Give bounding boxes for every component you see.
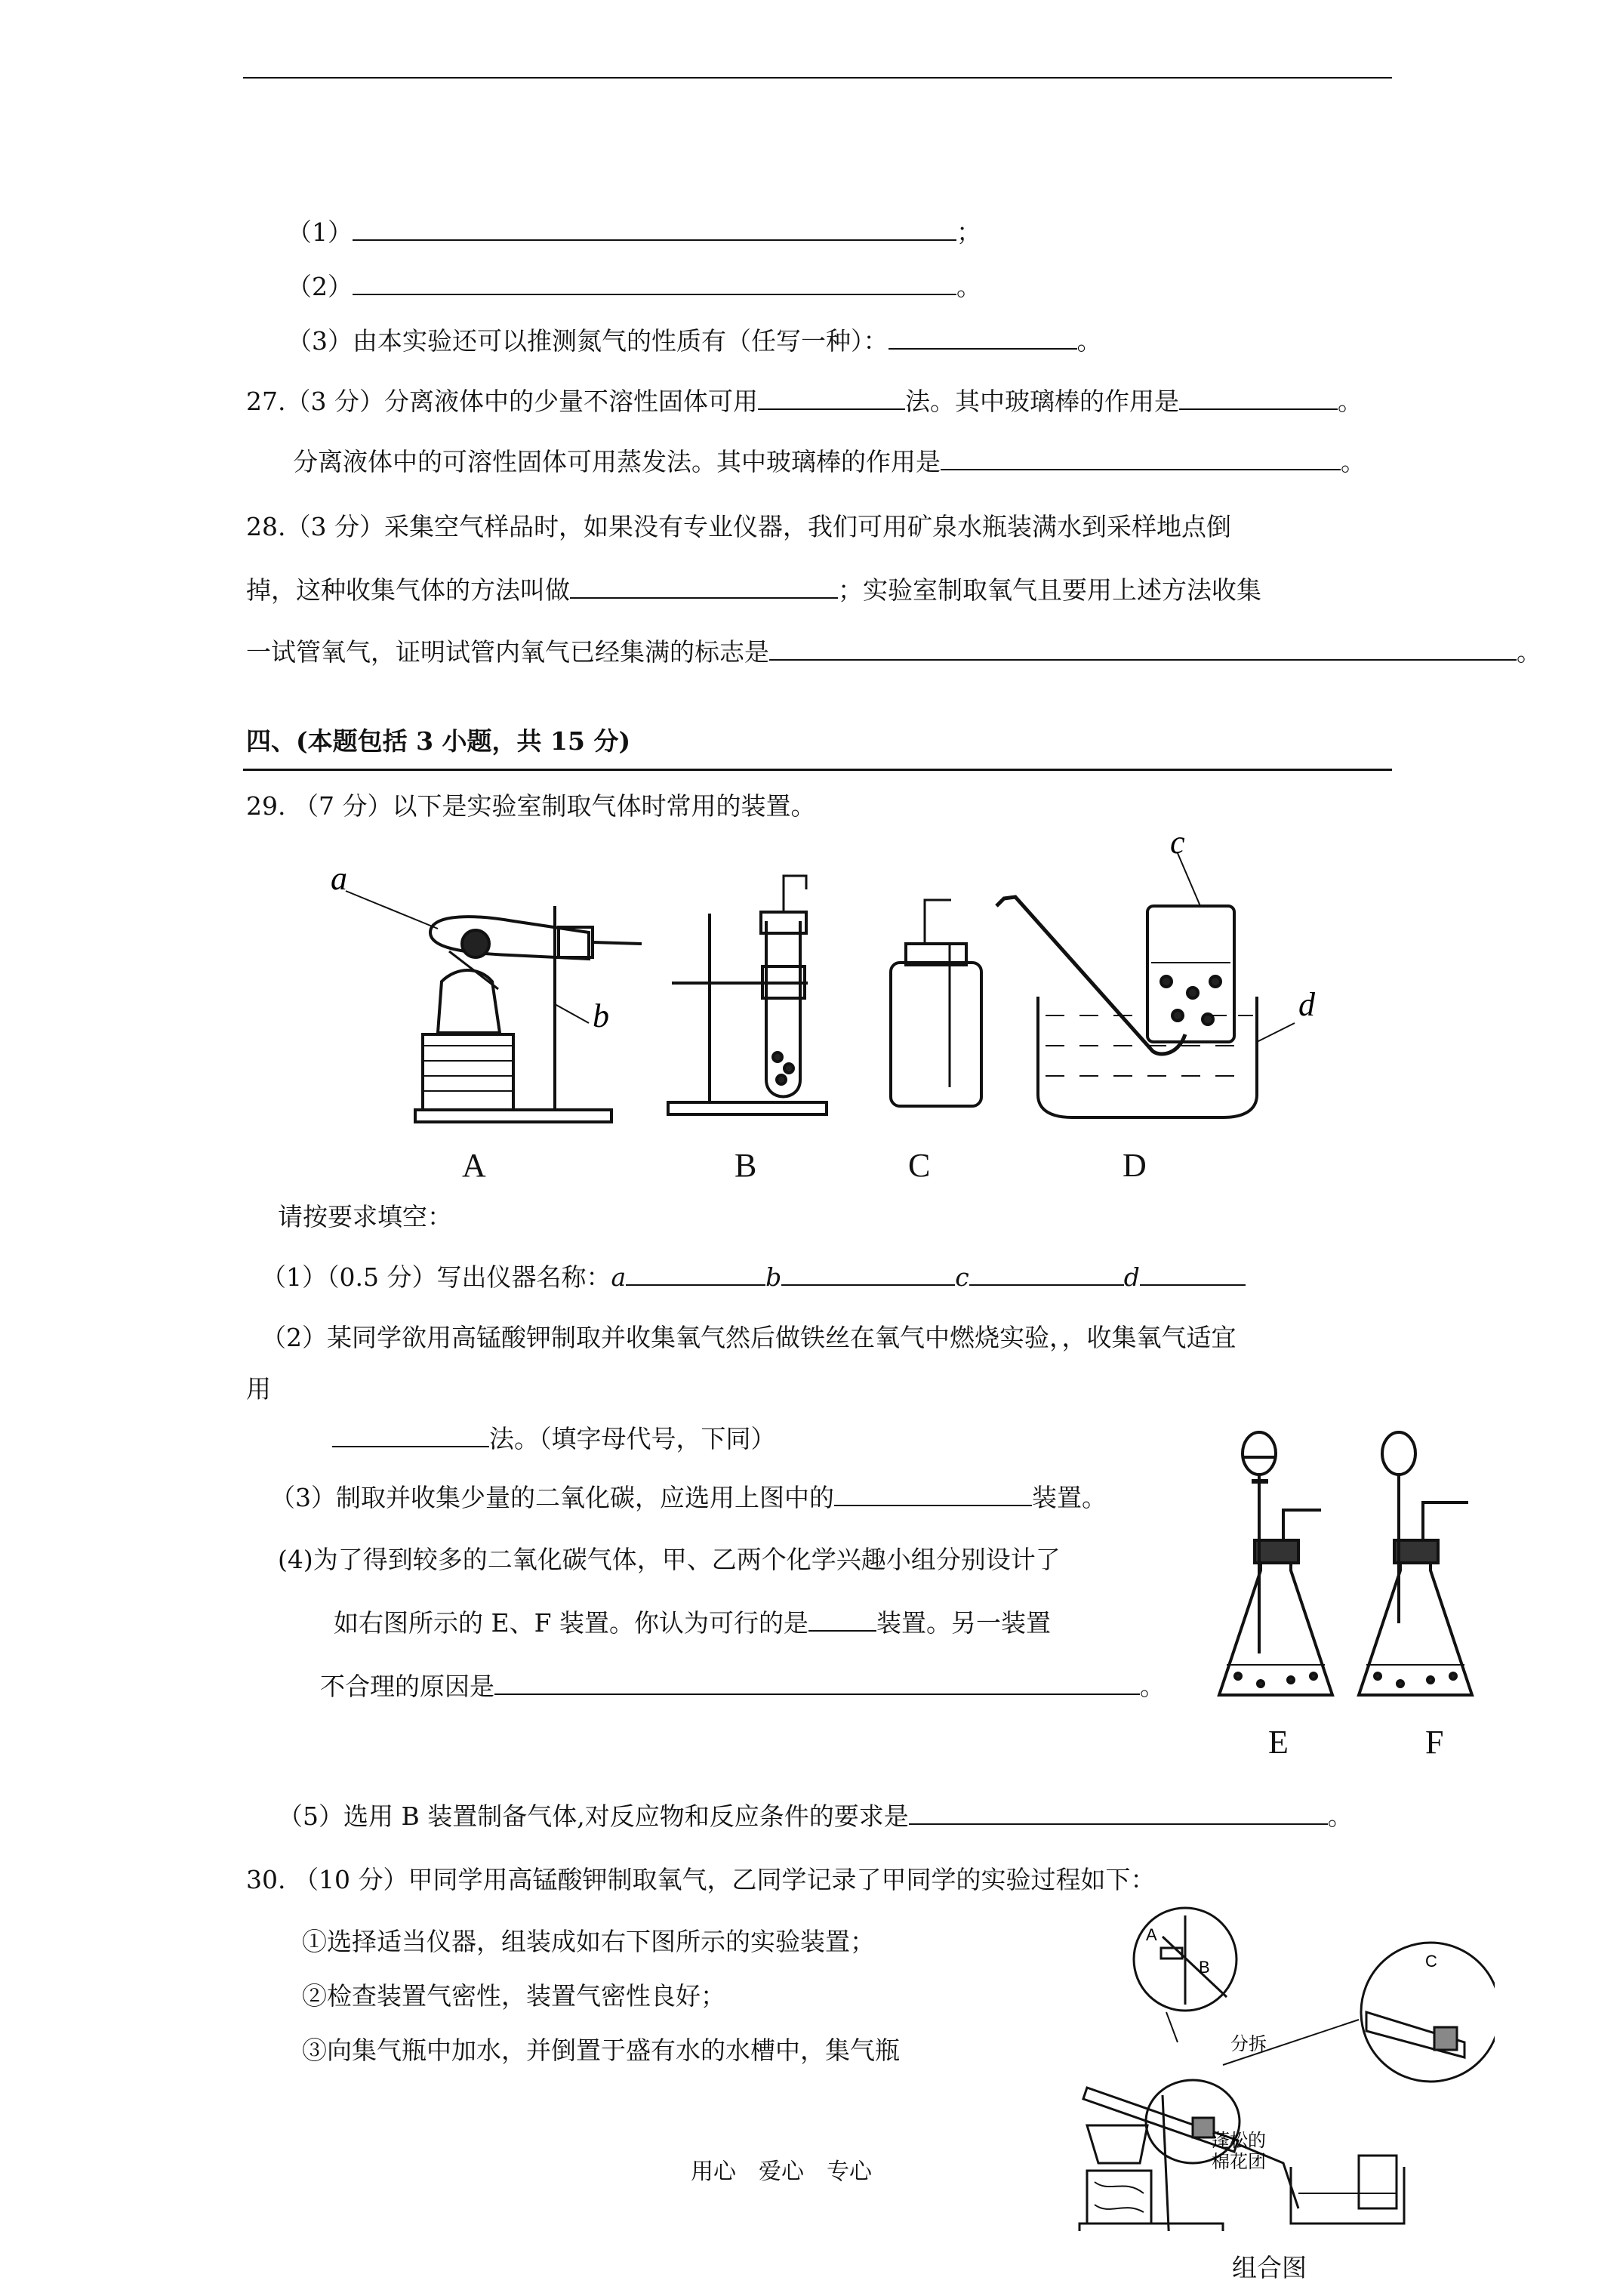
figure-caption: 组合图 [1232,2253,1307,2282]
answer-blank[interactable] [909,1801,1328,1825]
page-footer: 用心 爱心 专心 [691,2159,872,2185]
apparatus-c [891,900,981,1106]
apparatus-label-b: B [735,1147,757,1184]
fig-label-a: A [1146,1925,1157,1944]
answer-blank[interactable] [769,636,1517,661]
flask-figure [1208,1427,1495,1714]
fig-label-b: B [1199,1958,1210,1977]
answer-blank[interactable] [834,1482,1032,1506]
q28-line-1: 28.（3 分）采集空气样品时，如果没有专业仪器，我们可用矿泉水瓶装满水到采样地点倒 [246,512,1231,541]
q30-step-1: ①选择适当仪器，组装成如右下图所示的实验装置； [302,1927,875,1956]
q30-intro: 30. （10 分）甲同学用高锰酸钾制取氧气，乙同学记录了甲同学的实验过程如下： [246,1865,1156,1894]
q28-line-3: 一试管氧气，证明试管内氧气已经集满的标志是 。 [246,637,1541,667]
q29-sub-2-line-1: （2）某同学欲用高锰酸钾制取并收集氧气然后做铁丝在氧气中燃烧实验，，收集氧气适宜 [261,1323,1236,1352]
answer-blank[interactable] [969,1262,1124,1286]
leader-a [346,891,438,929]
fig-label-split: 分拆 [1230,2033,1267,2054]
apparatus-b [668,876,827,1114]
apparatus-label-a: A [462,1147,486,1184]
q29-sub-2-line-2: 用 [246,1374,271,1404]
flask-e [1219,1432,1332,1695]
answer-blank[interactable] [353,217,956,241]
answer-blank[interactable] [941,446,1341,470]
answer-blank[interactable] [570,575,838,599]
apparatus-d [996,853,1295,1117]
answer-blank[interactable] [353,271,956,295]
answer-blank[interactable] [332,1423,489,1447]
label-a: a [331,860,347,897]
section-rule [243,769,1392,771]
answer-blank[interactable] [1179,386,1338,410]
q28-line-2: 掉，这种收集气体的方法叫做 ；实验室制取氧气且要用上述方法收集 [246,575,1261,605]
apparatus-label-c: C [908,1147,931,1184]
q29-sub-3: （3）制取并收集少量的二氧化碳，应选用上图中的 装置。 [270,1483,1107,1512]
apparatus-label-d: D [1123,1147,1147,1184]
header-rule [243,77,1392,79]
fig-label-c: C [1425,1952,1437,1971]
q27-line-1: 27.（3 分）分离液体中的少量不溶性固体可用 法。其中玻璃棒的作用是 。 [246,387,1363,416]
q26-item-2: （2） 。 [287,272,981,301]
answer-blank[interactable] [808,1607,876,1632]
fig-label-cotton-1: 蓬松的 [1212,2130,1266,2151]
fig-label-cotton-2: 棉花团 [1212,2151,1266,2172]
flask-label-e: E [1268,1724,1289,1761]
q30-step-2: ②检查装置气密性，装置气密性良好； [302,1981,725,2011]
q29-sub-4-line-1: (4)为了得到较多的二氧化碳气体，甲、乙两个化学兴趣小组分别设计了 [278,1545,1061,1574]
flask-f [1359,1432,1472,1695]
q29-sub-4-line-3: 不合理的原因是 。 [320,1672,1165,1701]
q26-item-1: （1） ； [287,217,981,247]
answer-blank[interactable] [1140,1262,1246,1286]
flask-label-f: F [1425,1724,1444,1761]
q26-item-3: （3）由本实验还可以推测氮气的性质有（任写一种）： 。 [287,326,1102,356]
answer-blank[interactable] [758,386,905,410]
combined-figure [1072,1906,1495,2231]
q29-sub-4-line-2: 如右图所示的 E、F 装置。你认为可行的是 装置。另一装置 [334,1608,1051,1638]
label-d: d [1298,986,1315,1023]
q27-line-2: 分离液体中的可溶性固体可用蒸发法。其中玻璃棒的作用是 。 [293,447,1366,476]
answer-blank[interactable] [781,1262,955,1286]
section-heading: 四、(本题包括 3 小题，共 15 分) [246,726,631,756]
q29-sub-5: （5）选用 B 装置制备气体,对反应物和反应条件的要求是 。 [278,1801,1353,1831]
q29-prompt: 请按要求填空： [278,1202,452,1231]
q29-intro: 29. （7 分）以下是实验室制取气体时常用的装置。 [246,791,816,821]
label-c: c [1170,831,1185,861]
q30-step-3: ③向集气瓶中加水，并倒置于盛有水的水槽中，集气瓶 [302,2036,900,2065]
apparatus-figure [317,831,1412,1133]
answer-blank[interactable] [626,1262,765,1286]
q29-sub-2-line-3: 法。（填字母代号，下同） [332,1422,776,1456]
leader-b [555,1004,589,1023]
q29-sub-1: （1）（0.5 分）写出仪器名称：a b c d [261,1261,1246,1294]
label-b: b [593,997,609,1034]
answer-blank[interactable] [494,1671,1140,1695]
answer-blank[interactable] [888,325,1077,350]
